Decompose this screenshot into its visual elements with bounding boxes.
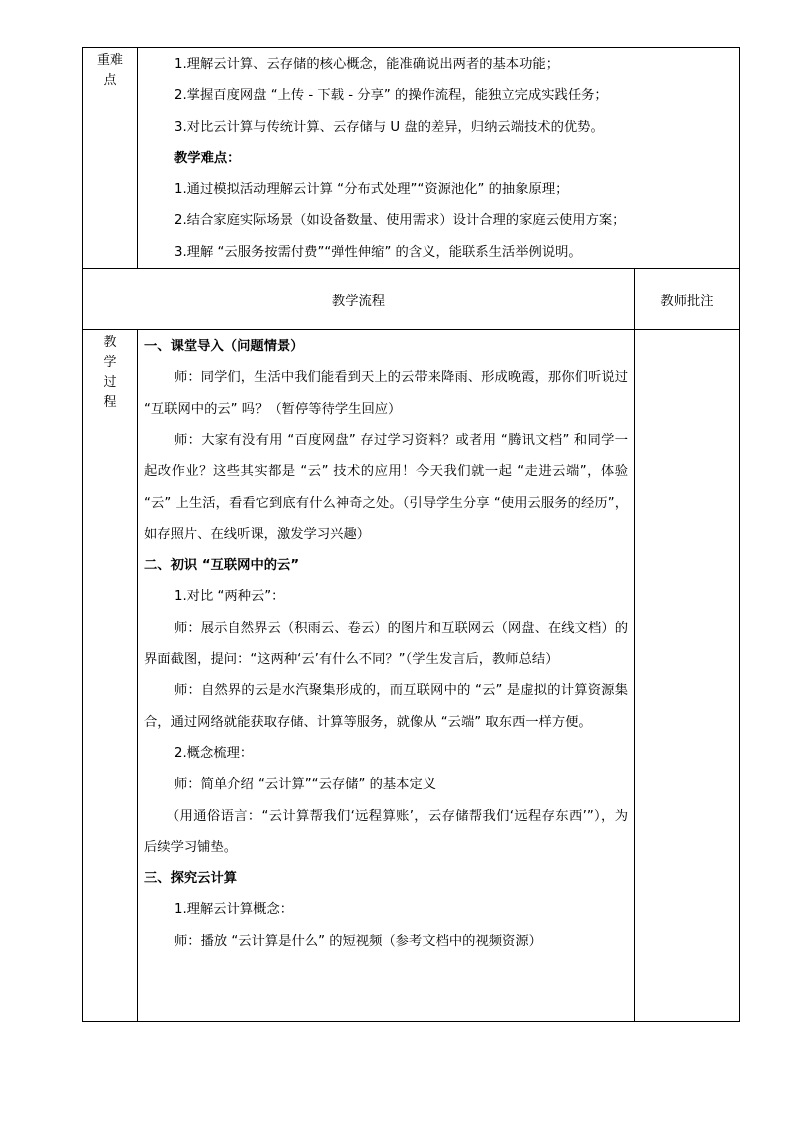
section-2-para-1: 师：展示自然界云（积雨云、卷云）的图片和互联网云（网盘、在线文档）的界面截图，提问：“这两种‘云’有什么不同？”（学生发言后，教师总结）	[144, 620, 628, 668]
section-2-para-3: 师：简单介绍 “云计算”“云存储” 的基本定义	[174, 777, 437, 793]
section-2-para-2: 师：自然界的云是水汽聚集形成的，而互联网中的 “云” 是虚拟的计算资源集合，通过网络就能获取存储、计算等服务，就像从 “云端” 取东西一样方便。	[144, 683, 628, 730]
key-point-2: 2.掌握百度网盘 “上传 - 下载 - 分享” 的操作流程，能独立完成实践任务；	[174, 88, 608, 104]
section-3-sub-1: 1.理解云计算概念：	[174, 902, 294, 918]
teaching-process-row	[83, 330, 740, 1022]
key-difficult-label: 重难 点	[83, 48, 138, 269]
key-difficult-points-row	[83, 48, 740, 269]
teaching-process-content	[138, 330, 635, 1022]
difficulty-1: 1.通过模拟活动理解云计算 “分布式处理”“资源池化” 的抽象原理；	[174, 182, 569, 198]
header-row	[83, 269, 740, 330]
section-2-sub-1: 1.对比 “两种云”：	[174, 589, 285, 605]
teacher-notes-cell	[635, 330, 740, 1022]
section-1-para-2: 师：大家有没有用 “百度网盘” 存过学习资料？或者用 “腾讯文档” 和同学一起改作业？这些其实都是 “云” 技术的应用！今天我们就一起 “走进云端”，体验 “云” 上生活，看看它到底有什么神奇之处。（引导学生分享 “使用云服务的经历”，如存照片、在线听课，激发学习兴趣）	[144, 432, 628, 542]
section-3-para-1: 师：播放 “云计算是什么” 的短视频（参考文档中的视频资源）	[174, 933, 542, 949]
teaching-process-label: 教 学 过 程	[83, 330, 138, 1022]
section-3-title: 三、探究云计算	[144, 871, 238, 887]
key-difficult-content	[138, 48, 740, 269]
teaching-flow-header: 教学流程	[83, 269, 635, 330]
difficulty-2: 2.结合家庭实际场景（如设备数量、使用需求）设计合理的家庭云使用方案；	[174, 213, 626, 229]
section-2-title: 二、初识 “互联网中的云”	[144, 558, 300, 574]
difficulty-3: 3.理解 “云服务按需付费”“弹性伸缩” 的含义，能联系生活举例说明。	[174, 244, 582, 260]
section-1-title: 一、课堂导入（问题情景）	[144, 339, 304, 355]
difficulty-title: 教学难点：	[174, 150, 241, 166]
key-point-1: 1.理解云计算、云存储的核心概念，能准确说出两者的基本功能；	[174, 57, 559, 72]
teacher-notes-header: 教师批注	[635, 269, 740, 330]
key-point-3: 3.对比云计算与传统计算、云存储与 U 盘的差异，归纳云端技术的优势。	[174, 119, 604, 135]
section-2-sub-2: 2.概念梳理：	[174, 745, 254, 761]
section-1-para-1: 师：同学们，生活中我们能看到天上的云带来降雨、形成晚霞，那你们听说过 “互联网中的云” 吗？（暂停等待学生回应）	[144, 370, 628, 417]
section-2-para-4: （用通俗语言：“云计算帮我们‘远程算账’，云存储帮我们‘远程存东西’”），为后续学习铺垫。	[144, 808, 628, 855]
lesson-plan-table	[82, 47, 740, 1022]
